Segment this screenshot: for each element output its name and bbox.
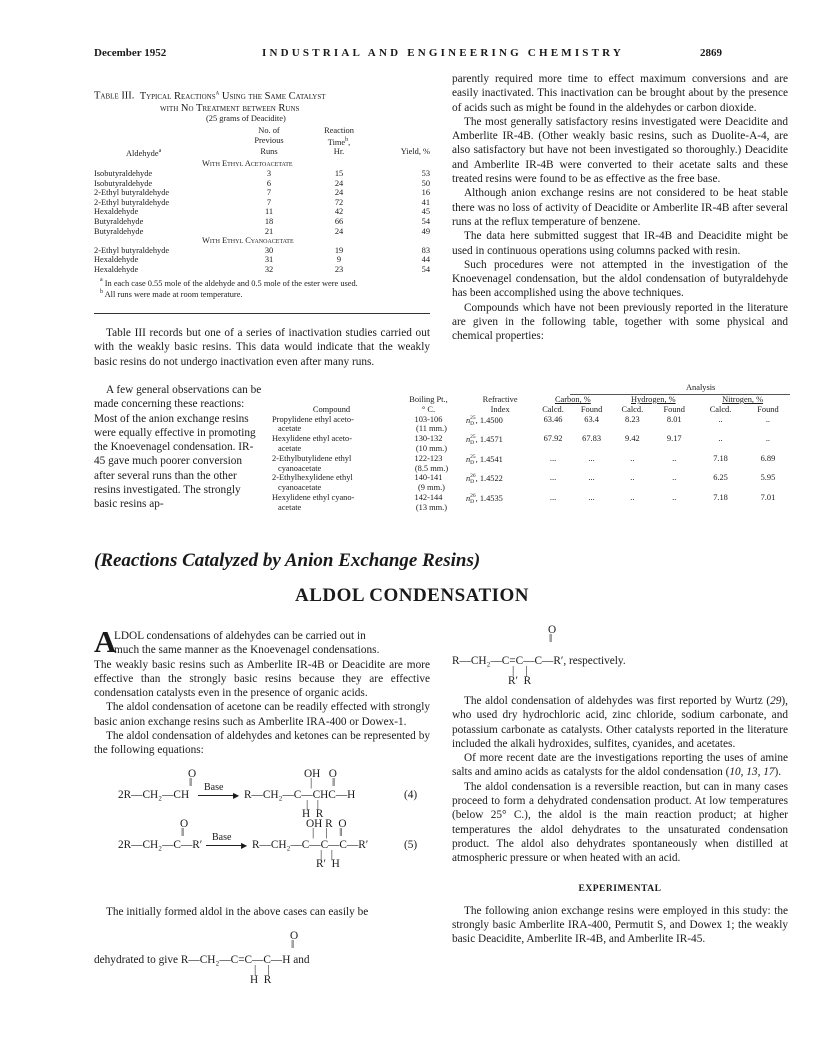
intro-rest: The weakly basic resins such as Amberlite IR-4B or Deacidite are more effective than the strongly basic resins because they are effective condensation catalysts even in the presence of organic acids. [94, 658, 430, 700]
article-p3: The aldol condensation of aldehydes and ketones can be represented by the following equations: [94, 730, 430, 757]
col-time-header-3: Hr. [333, 146, 345, 156]
article-right-text [452, 694, 788, 947]
table3-row: Hexaldehyde 32 23 54 [94, 264, 430, 274]
intro-line-1: LDOL condensations of aldehydes can be carried out in [114, 630, 366, 642]
col-runs-header-3: Runs [260, 146, 278, 156]
hydrogen-calcd-header: Calcd. [621, 404, 644, 414]
eq5-reactant: 2R—CH₂—C—R′ [118, 839, 203, 851]
article-p4: The initially formed aldol in the above cases can easily be [106, 906, 369, 918]
table3-caption [94, 86, 430, 115]
eq5-product: R—CH₂—C—C—C—R′ [252, 839, 369, 851]
page-number: 2869 [700, 47, 722, 59]
col-aldehyde-header: Aldehyde$^a$ [126, 147, 162, 158]
table3-footnote-b: $^b$ All runs were made at room temperature. [100, 288, 243, 299]
compound-row: Propylidene ethyl aceto- acetate 103-106 (11 mm.) n 25 D , 1.4500 63.46 63.4 8.23 8.01 .. .. [272, 414, 771, 434]
compound-header: Compound [312, 404, 351, 414]
drop-cap: A [94, 624, 117, 659]
equation-5: O ‖ OH R O | | ‖ 2R—CH₂—C—R′ Base ▶ R—CH₂—C—C—C—R′ (5) | | R′ H [118, 818, 418, 870]
intro-line-2: much the same manner as the Knoevenagel condensations. [114, 644, 380, 657]
equation-4: O ‖ OH O | ‖ 2R—CH₂—CH Base ▶ R—CH₂—C—CHC—H (4) | | H R [118, 768, 418, 820]
dehydrated-formula: O ‖ dehydrated to give R—CH₂—C=C—C—H and | | H R [94, 930, 310, 986]
amine-paragraph: Of more recent date are the investigations reporting the uses of amine salts and amino acids as catalysts for the aldol condensation (10, 13, 17). [452, 752, 788, 779]
table3-row: Butyraldehyde 18 66 54 [94, 216, 430, 226]
right-column-text: parently required more time to effect maximum conversions and are easily inactivated. This inactivation can be brought about by the presence of acids such as might be found in the aldehydes or carbon dioxide. The most generally satisfactory resins investigated were Deacidite and Amberlite IR-4B. (Other weakly basic resins, such as Duolite-A-4, are also satisfactory but have not been investigated so thoroughly.) Deacidite and Amberlite IR-4B were converted to their acetate salts and these treated resins were found to be as effective as the free base. Although anion exchange resins are not considered to be heat stable there was no loss of activity of Deacidite or Amberlite IR-4B after several runs at the reflux temperature of benzene. The data here submitted suggest that IR-4B and Deacidite might be used in continuous operations using columns packed with resin. Such procedures were not attempted in the investigation of the Knoevenagel condensation, but the aldol condensation of butyraldehyde has been accomplished using the above techniques. Compounds which have not been previously reported in the literature are given in the following table, together with some physical and chemical properties: [452, 73, 788, 343]
page-date: December 1952 [94, 47, 167, 59]
left-paragraph-2: A few general observations can be made concerning these reactions: Most of the anion exchange resins were equally effective in promoting the Knoevenagel condensation. IR-45 gave much poorer conversion after several runs than the other resins investigated. The strongly basic resins ap- [94, 384, 262, 511]
eq4-catalyst: Base [204, 782, 224, 793]
table3-row: Isobutyraldehyde 3 15 53 [94, 168, 430, 178]
respectively-text: R—CH₂—C=C—C—R′, respectively. [452, 655, 626, 667]
ri-header-2: Index [490, 404, 510, 414]
wurtz-paragraph: The aldol condensation of aldehydes was first reported by Wurtz (29), who used dry hydrochloric acid, zinc chloride, sodium carbonate, and potassium carbonate as catalysts. Other catalysts reported in the literature included the alkali hydroxides, sulfites, cyanides, and acetates. [452, 695, 788, 750]
nitrogen-calcd-header: Calcd. [709, 404, 732, 414]
nitrogen-header: Nitrogen, % [722, 395, 764, 404]
col-runs-header: No. of Previous [254, 126, 284, 145]
table3-row: 2-Ethyl butyraldehyde 7 72 41 [94, 197, 430, 207]
table3-section1: With Ethyl Acetoacetate [202, 159, 293, 169]
article-p2: The aldol condensation of acetone can be readily effected with strongly basic anion exchange resins such as Amberlite IRA-400 or Dowex-1. [94, 701, 430, 728]
series-title: (Reactions Catalyzed by Anion Exchange Resins) [94, 550, 481, 571]
col-time-header: Reaction Time$^b$, [324, 126, 354, 147]
experimental-paragraph: The following anion exchange resins were employed in this study: the strongly basic Amberlite IRA-400, Permutit S, and Dowex 1; the weakly basic Deacidite, Amberlite IR-4B, and Amberlite IR-45. [452, 904, 788, 946]
eq5-catalyst: Base [212, 832, 232, 843]
eq4-product: R—CH₂—C—CHC—H [244, 789, 356, 801]
table3-row: Hexaldehyde 31 9 44 [94, 255, 430, 265]
hydrogen-header: Hydrogen, % [630, 395, 676, 404]
table3-title: Typical Reactions$^a$ Using the Same Catalyst [139, 88, 326, 102]
respectively-formula: O ‖ R—CH₂—C=C—C—R′, respectively. | | R′ R [452, 624, 626, 687]
carbon-calcd-header: Calcd. [542, 404, 564, 414]
nitrogen-found-header: Found [757, 404, 779, 414]
reversible-paragraph: The aldol condensation is a reversible reaction, but can in many cases proceed to form a dehydrated condensation product. At low temperatures (below 25° C.), the aldol is the main reaction product; at higher temperatures the aldol dehydrates to the unsaturated condensation product. The aldol also dehydrates spontaneously when distilled at atmospheric pressure or when heated with an acid. [452, 780, 788, 865]
article-intro [94, 624, 430, 758]
eq4-substituents: H R [302, 808, 324, 820]
table3-footnote-a: $^a$ In each case 0.55 mole of the aldehyde and 0.5 mole of the ester were used. [100, 277, 358, 288]
hydrogen-found-header: Found [663, 404, 685, 414]
eq5-arrow [206, 845, 244, 846]
col-yield-header: Yield, % [400, 146, 430, 156]
eq5-number: (5) [404, 839, 418, 851]
journal-title: INDUSTRIAL AND ENGINEERING CHEMISTRY [262, 47, 625, 59]
eq4-reactant: 2R—CH₂—CH [118, 789, 190, 801]
dehydrated-text: dehydrated to give R—CH₂—C=C—C—H and [94, 954, 310, 966]
eq4-number: (4) [404, 789, 418, 801]
experimental-heading: EXPERIMENTAL [578, 883, 662, 894]
ri-header: Refractive [482, 395, 518, 404]
table3-row: Isobutyraldehyde 6 24 50 [94, 178, 430, 188]
compound-row: Hexylidene ethyl aceto- acetate 130-132 (10 mm.) n 25 D , 1.4571 67.92 67.83 9.42 9.17 .. .. [272, 434, 771, 453]
table3-row: 2-Ethyl butyraldehyde 7 24 16 [94, 188, 430, 198]
table3-title-line2: with No Treatment between Runs [160, 102, 300, 114]
bp-header: Boiling Pt., [409, 395, 448, 404]
bp-unit: ° C. [421, 404, 436, 414]
carbon-found-header: Found [580, 404, 603, 414]
table3-row: Hexaldehyde 11 42 45 [94, 207, 430, 217]
analysis-header: Analysis [686, 383, 716, 392]
eq4-arrow [198, 795, 236, 796]
table3-row: Butyraldehyde 21 24 49 [94, 226, 430, 236]
table3-subtitle: (25 grams of Deacidite) [206, 114, 286, 123]
compound-row: 2-Ethylbutylidene ethyl cyanoacetate 122-123 (8.5 mm.) n 25 D , 1.4541 ... ... .. .. 7.18 6.89 [272, 453, 776, 473]
left-paragraph-1: Table III records but one of a series of inactivation studies carried out with the weakly basic resins. This data would indicate that the weakly basic resins do not undergo inactivation even after many runs. [94, 327, 430, 368]
table3-label: Table III. [94, 90, 135, 102]
table3-bottom-rule [94, 313, 430, 314]
table3-section2: With Ethyl Cyanoacetate [202, 236, 294, 246]
compound-row: 2-Ethylhexylidene ethyl cyanoacetate 140-141 (9 mm.) n 26 D , 1.4522 ... ... .. .. 6.25 5.95 [272, 473, 776, 493]
table3-row: 2-Ethyl butyraldehyde 30 19 83 [94, 245, 430, 255]
eq5-substituents: R′ H [316, 858, 340, 870]
carbon-header: Carbon, % [554, 395, 591, 404]
article-title: ALDOL CONDENSATION [294, 585, 530, 606]
table3 [94, 126, 430, 299]
compound-row: Hexylidene ethyl cyano- acetate 142-144 (13 mm.) n 26 D , 1.4535 ... ... .. .. 7.18 7.01 [272, 492, 776, 512]
